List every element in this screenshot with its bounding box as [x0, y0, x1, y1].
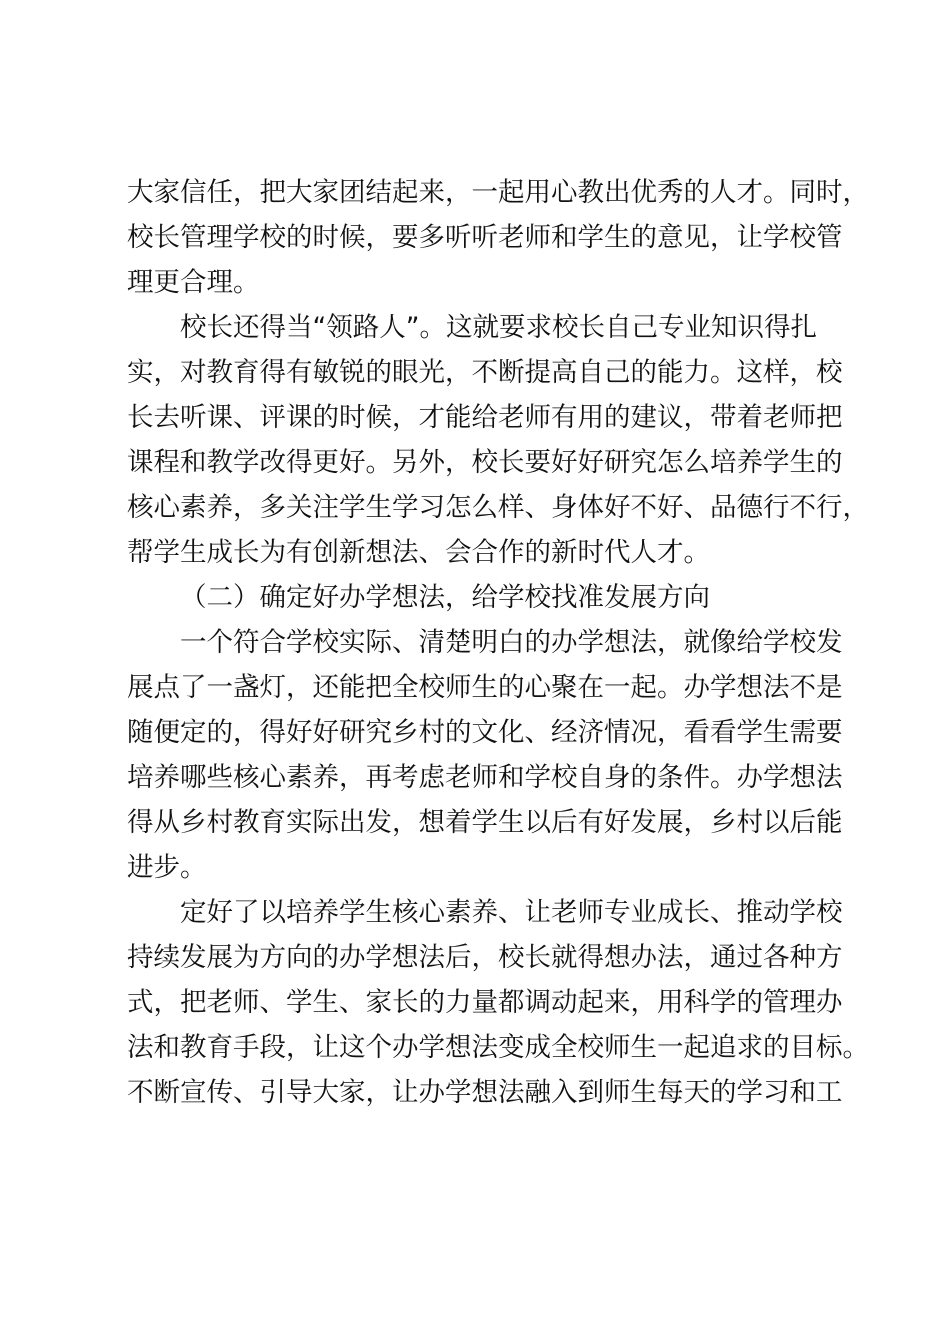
text-line: 课程和教学改得更好。另外，校长要好好研究怎么培养学生的 — [127, 447, 843, 478]
text-line: 持续发展为方向的办学想法后，校长就得想办法，通过各种方 — [127, 942, 843, 973]
section-heading: （二）确定好办学想法，给学校找准发展方向 — [180, 582, 710, 613]
paragraph-first-line: 定好了以培养学生核心素养、让老师专业成长、推动学校 — [180, 897, 843, 928]
text-line: 得从乡村教育实际出发，想着学生以后有好发展，乡村以后能 — [127, 807, 843, 838]
text-line: 大家信任，把大家团结起来，一起用心教出优秀的人才。同时， — [127, 177, 869, 208]
paragraph-first-line: 一个符合学校实际、清楚明白的办学想法，就像给学校发 — [180, 627, 843, 658]
text-line: 随便定的，得好好研究乡村的文化、经济情况，看看学生需要 — [127, 717, 843, 748]
text-line: 帮学生成长为有创新想法、会合作的新时代人才。 — [127, 537, 710, 568]
text-line: 式，把老师、学生、家长的力量都调动起来，用科学的管理办 — [127, 987, 843, 1018]
text-line: 理更合理。 — [127, 267, 260, 298]
text-line: 校长管理学校的时候，要多听听老师和学生的意见，让学校管 — [127, 222, 843, 253]
text-line: 不断宣传、引导大家，让办学想法融入到师生每天的学习和工 — [127, 1077, 843, 1108]
text-line: 长去听课、评课的时候，才能给老师有用的建议，带着老师把 — [127, 402, 843, 433]
text-line: 实，对教育得有敏锐的眼光，不断提高自己的能力。这样，校 — [127, 357, 843, 388]
paragraph-first-line: 校长还得当“领路人”。这就要求校长自己专业知识得扎 — [180, 312, 817, 343]
text-line: 培养哪些核心素养，再考虑老师和学校自身的条件。办学想法 — [127, 762, 843, 793]
text-line: 法和教育手段，让这个办学想法变成全校师生一起追求的目标。 — [127, 1032, 869, 1063]
text-line: 进步。 — [127, 852, 207, 883]
body-text — [127, 170, 867, 1115]
text-line: 核心素养，多关注学生学习怎么样、身体好不好、品德行不行， — [127, 492, 869, 523]
text-line: 展点了一盏灯，还能把全校师生的心聚在一起。办学想法不是 — [127, 672, 843, 703]
